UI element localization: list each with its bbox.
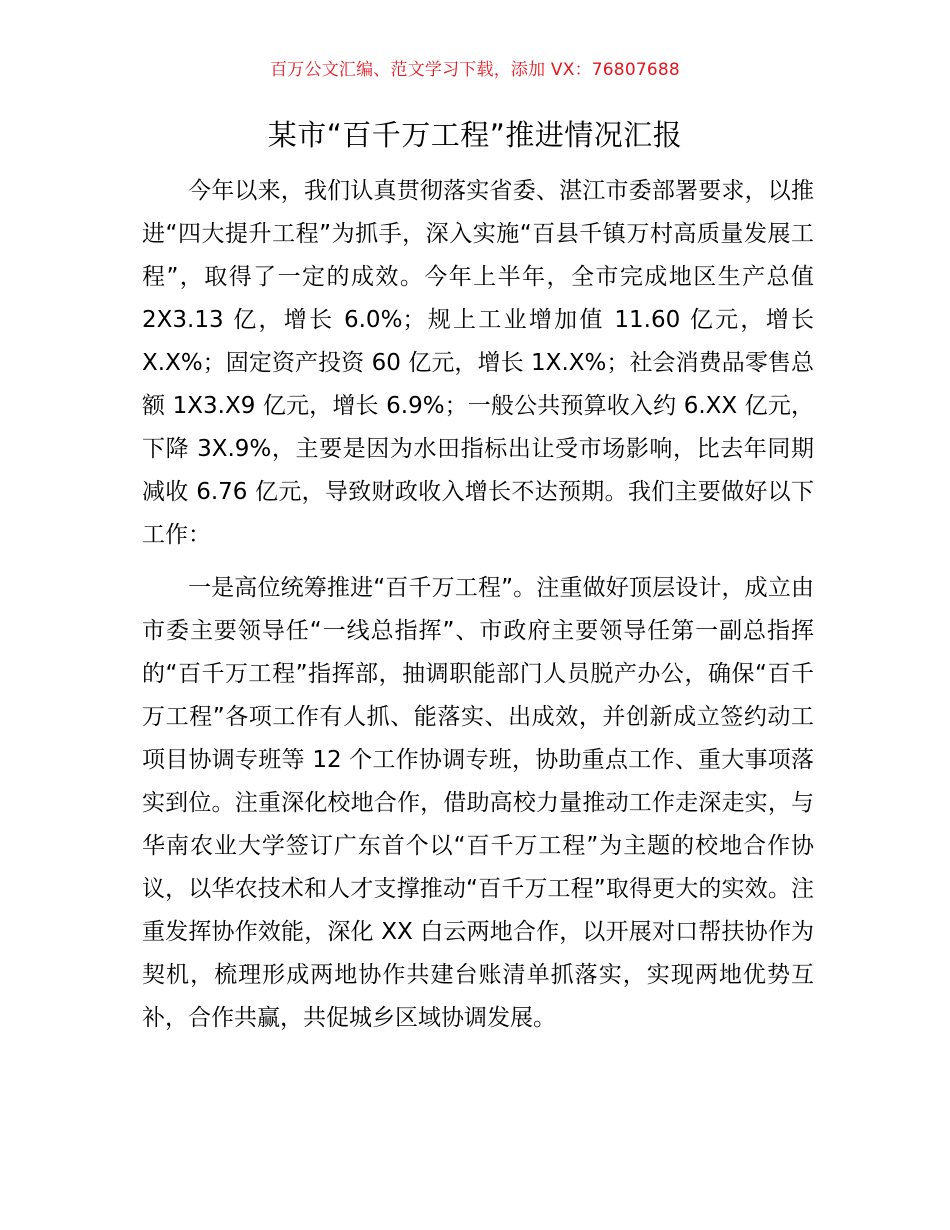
paragraph-intro: 今年以来，我们认真贯彻落实省委、湛江市委部署要求，以推进“四大提升工程”为抓手，深入实施“百县千镇万村高质量发展工程”，取得了一定的成效。今年上半年，全市完成地区生产总值 2X3.13 亿，增长 6.0%；规上工业增加值 11.60 亿元，增长 X.X%；固定资产投资 60 亿元，增长 1X.X%；社会消费品零售总额 1X3.X9 亿元，增长 6.9%；一般公共预算收入约 6.XX 亿元，下降 3X.9%，主要是因为水田指标出让受市场影响，比去年同期减收 6.76 亿元，导致财政收入增长不达预期。我们主要做好以下工作： — [142, 178, 814, 548]
document-title: 某市“百千万工程”推进情况汇报 — [267, 118, 683, 152]
watermark-header: 百万公文汇编、范文学习下载，添加 VX：76807688 — [270, 60, 680, 80]
paragraph-coordination: 一是高位统筹推进“百千万工程”。注重做好顶层设计，成立由市委主要领导任“一线总指挥”、市政府主要领导任第一副总指挥的“百千万工程”指挥部，抽调职能部门人员脱产办公，确保“百千万工程”各项工作有人抓、能落实、出成效，并创新成立签约动工项目协调专班等 12 个工作协调专班，协助重点工作、重大事项落实到位。注重深化校地合作，借助高校力量推动工作走深走实，与华南农业大学签订广东首个以“百千万工程”为主题的校地合作协议，以华农技术和人才支撑推动“百千万工程”取得更大的实效。注重发挥协作效能，深化 XX 白云两地合作，以开展对口帮扶协作为契机，梳理形成两地协作共建台账清单抓落实，实现两地优势互补，合作共赢，共促城乡区域协调发展。 — [142, 575, 814, 1031]
document-body — [142, 170, 814, 1040]
